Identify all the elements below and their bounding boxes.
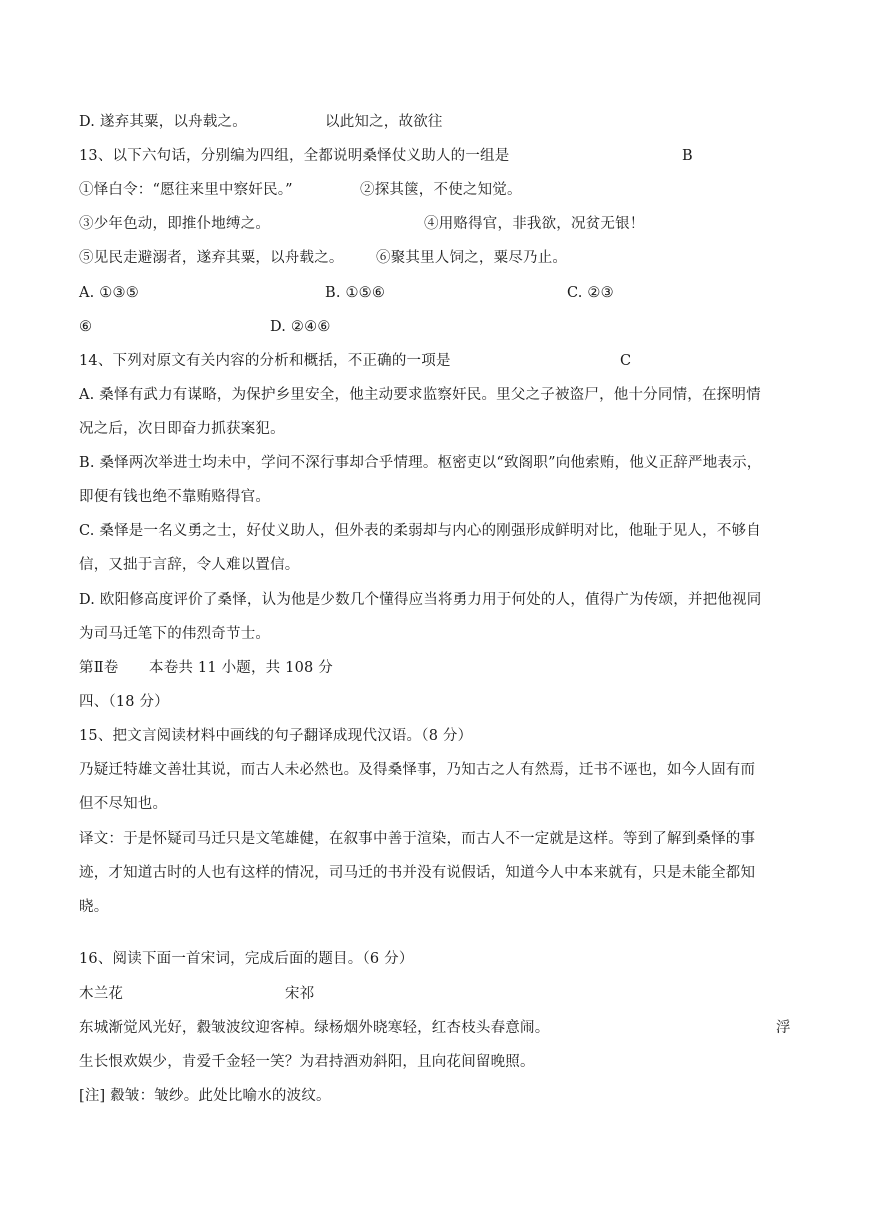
q13-options-row-2	[79, 317, 793, 337]
q16-stem: 16、阅读下面一首宋词，完成后面的题目。（6 分）	[79, 951, 414, 967]
q13-option-c: C. ②③	[567, 285, 614, 301]
q13-option-c-tail: ⑥	[79, 319, 93, 335]
q14-option-c-line-2: 信，又拙于言辞，令人难以置信。	[79, 557, 300, 573]
q14-option-b-line-1: B. 桑怿两次举进士均未中，学问不深行事却合乎情理。枢密吏以“致阁职”向他索贿，他义正辞严地表示，	[79, 455, 762, 471]
q13-answer: B	[682, 148, 693, 164]
q16-note: [注] 縠皱：皱纱。此处比喻水的波纹。	[79, 1088, 331, 1104]
q13-option-a: A. ①③⑤	[79, 285, 139, 301]
q13-sentence-row-3	[79, 248, 793, 268]
q12-option-d: D. 遂弃其粟，以舟载之。	[79, 114, 247, 130]
part2-header	[79, 658, 793, 678]
part2-description: 本卷共 11 小题，共 108 分	[149, 660, 333, 676]
q14-stem: 14、下列对原文有关内容的分析和概括，不正确的一项是	[79, 353, 451, 369]
q14-option-a-line-1: A. 桑怿有武力有谋略，为保护乡里安全，他主动要求监察奸民。里父之子被盗尸，他十分同情，在探明情	[79, 387, 761, 403]
q16-poem-line-1: 东城渐觉风光好，縠皱波纹迎客棹。绿杨烟外晓寒轻，红杏枝头春意闹。	[79, 1020, 550, 1036]
q15-original-line-1: 乃疑迁特雄文善壮其说，而古人未必然也。及得桑怿事，乃知古之人有然焉，迁书不诬也，如今人固有而	[79, 762, 756, 778]
q16-poem-header	[79, 984, 793, 1004]
q12-option-d-row	[79, 112, 793, 132]
q13-sentence-1: ①怿白令：“愿往来里中察奸民。”	[79, 182, 293, 198]
q13-stem-row	[79, 146, 793, 166]
q14-option-d-line-2: 为司马迁笔下的伟烈奇节士。	[79, 626, 271, 642]
q15-original-line-2: 但不尽知也。	[79, 796, 168, 812]
q16-poem-author: 宋祁	[285, 986, 315, 1002]
q13-sentence-row-1	[79, 180, 793, 200]
q14-stem-row	[79, 351, 793, 371]
q14-answer: C	[620, 353, 632, 369]
q12-option-d-continuation: 以此知之，故欲往	[325, 114, 443, 130]
q14-option-c-line-1: C. 桑怿是一名义勇之士，好仗义助人，但外表的柔弱却与内心的刚强形成鲜明对比，他耻于见人，不够自	[79, 523, 761, 539]
q16-poem-line-2: 生长恨欢娱少，肯爱千金轻一笑？为君持酒劝斜阳，且向花间留晚照。	[79, 1054, 535, 1070]
q13-options-row-1	[79, 283, 793, 303]
q14-option-a-line-2: 况之后，次日即奋力抓获案犯。	[79, 421, 285, 437]
q16-poem-title: 木兰花	[79, 986, 124, 1002]
q13-sentence-2: ②探其箧，不使之知觉。	[360, 182, 522, 198]
q15-translation-line-1: 译文：于是怀疑司马迁只是文笔雄健，在叙事中善于渲染，而古人不一定就是这样。等到了解到桑怿的事	[79, 831, 756, 847]
q14-option-b-line-2: 即便有钱也绝不靠贿赂得官。	[79, 489, 271, 505]
q13-stem: 13、以下六句话，分别编为四组，全都说明桑怿仗义助人的一组是	[79, 148, 510, 164]
part2-title: 第Ⅱ卷	[79, 660, 119, 676]
q14-option-d-line-1: D. 欧阳修高度评价了桑怿，认为他是少数几个懂得应当将勇力用于何处的人，值得广为传颂，并把他视同	[79, 592, 762, 608]
q13-sentence-3: ③少年色动，即推仆地缚之。	[79, 216, 271, 232]
q13-option-d: D. ②④⑥	[270, 319, 331, 335]
q13-sentence-4: ④用赂得官，非我欲，况贫无银！	[424, 216, 645, 232]
q13-sentence-5: ⑤见民走避溺者，遂弃其粟，以舟载之。	[79, 250, 344, 266]
q13-sentence-row-2	[79, 214, 793, 234]
q13-option-b: B. ①⑤⑥	[325, 285, 386, 301]
section4-title: 四、（18 分）	[79, 694, 169, 710]
q13-sentence-6: ⑥聚其里人饲之，粟尽乃止。	[376, 250, 568, 266]
q15-translation-line-2: 迹，才知道古时的人也有这样的情况，司马迁的书并没有说假话，知道今人中本来就有，只是未能全都知	[79, 865, 756, 881]
q15-stem: 15、把文言阅读材料中画线的句子翻译成现代汉语。（8 分）	[79, 728, 473, 744]
q16-poem-line-1-tail: 浮	[776, 1020, 791, 1036]
q16-poem-line-1-row	[79, 1018, 793, 1038]
q15-translation-line-3: 晓。	[79, 899, 109, 915]
